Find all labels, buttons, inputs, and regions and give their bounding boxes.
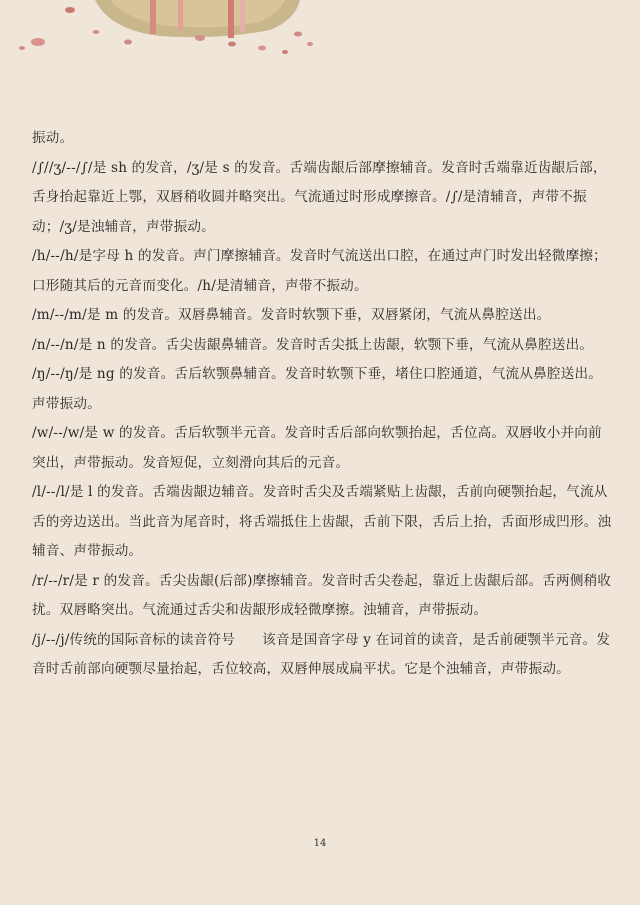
paragraph-m: /m/--/m/是 m 的发音。双唇鼻辅音。发音时软颚下垂，双唇紧闭，气流从鼻腔送出。 [32,307,551,323]
paragraph-r: /r/--/r/是 r 的发音。舌尖齿龈(后部)摩擦辅音。发音时舌尖卷起，靠近上齿龈后部。舌两侧稍收扰。双唇略突出。气流通过舌尖和齿龈形成轻微摩擦。浊辅音，声带振动。 [32,572,612,618]
paragraph-sh-zh: /∫//ʒ/--/∫/是 sh 的发音，/ʒ/是 s 的发音。舌端齿龈后部摩擦辅音。发音时舌端靠近齿龈后部，舌身抬起靠近上鄂，双唇稍收圆并略突出。气流通过时形成摩擦音。/∫/是清辅音，声带不振动；/ʒ/是浊辅音，声带振动。 [32,159,607,235]
paragraph-l: /l/--/l/是 l 的发音。舌端齿龈边辅音。发音时舌尖及舌端紧贴上齿龈，舌前向硬颚抬起，气流从舌的旁边送出。当此音为尾音时，将舌端抵住上齿龈，舌前下限，舌后上抬，舌面形成凹形。浊辅音、声带振动。 [32,484,612,559]
page-number: 14 [313,838,327,849]
paragraph-h: /h/--/h/是字母 h 的发音。声门摩擦辅音。发音时气流送出口腔，在通过声门时发出轻微摩擦；口形随其后的元音而变化。/h/是清辅音，声带不振动。 [32,248,607,294]
paragraph-w: /w/--/w/是 w 的发音。舌后软颚半元音。发音时舌后部向软颚抬起，舌位高。双唇收小并向前突出，声带振动。发音短促，立刻滑向其后的元音。 [32,425,602,471]
document-body [32,124,612,685]
paragraph-continuation: 振动。 [32,130,74,146]
paragraph-n: /n/--/n/是 n 的发音。舌尖齿龈鼻辅音。发音时舌尖抵上齿龈，软颚下垂，气流从鼻腔送出。 [32,336,594,353]
paragraph-j: /j/--/j/传统的国际音标的读音符号 该音是国音字母 y 在词首的读音，是舌前硬颚半元音。发音时舌前部向硬颚尽量抬起，舌位较高，双唇伸展成扁平状。它是个浊辅音，声带振动。 [32,631,611,677]
header-illustration [0,0,640,60]
paragraph-ng: /ŋ/--/ŋ/是 ng 的发音。舌后软颚鼻辅音。发音时软颚下垂，堵住口腔通道，气流从鼻腔送出。声带振动。 [32,366,603,412]
